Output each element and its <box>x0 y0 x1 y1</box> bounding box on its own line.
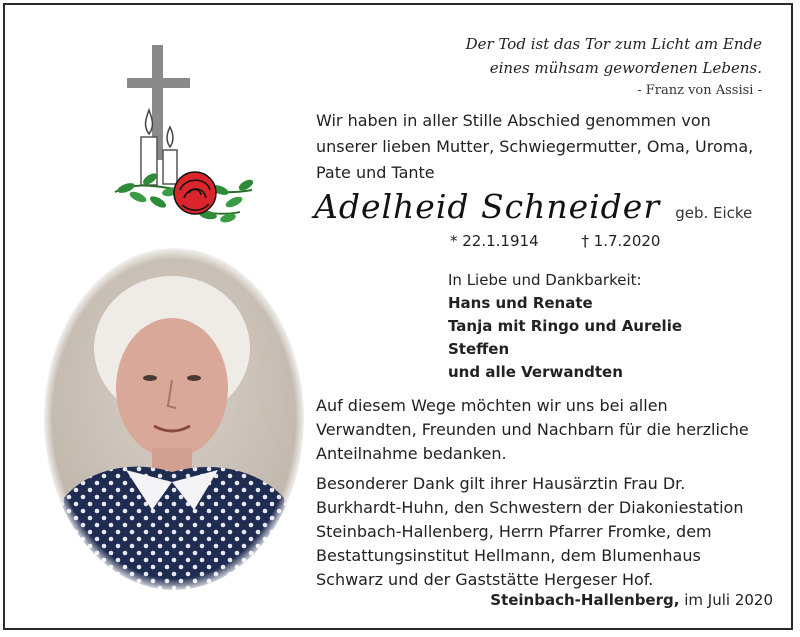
survivor-name: Hans und Renate <box>448 294 593 312</box>
survivors-block <box>448 269 682 384</box>
survivors-heading: In Liebe und Dankbarkeit: <box>448 271 642 289</box>
birth-date: * 22.1.1914 <box>450 232 539 250</box>
signature-line <box>490 591 773 609</box>
survivor-name: Tanja mit Ringo und Aurelie <box>448 317 683 335</box>
death-date: † 1.7.2020 <box>581 232 661 250</box>
signature-date: im Juli 2020 <box>684 591 773 609</box>
quote-author: - Franz von Assisi - <box>637 83 762 98</box>
quote-line-2: eines mühsam gewordenen Lebens. <box>489 59 762 77</box>
survivor-name: Steffen <box>448 340 510 358</box>
thanks-block <box>316 394 771 598</box>
survivor-name: und alle Verwandten <box>448 363 623 381</box>
birth-name: geb. Eicke <box>675 204 753 222</box>
signature-place: Steinbach-Hallenberg, <box>490 591 680 609</box>
quote-line-1: Der Tod ist das Tor zum Licht am Ende <box>465 35 762 53</box>
deceased-name: Adelheid Schneider <box>314 187 661 226</box>
portrait-photo <box>44 248 304 590</box>
life-dates <box>450 232 660 250</box>
cross-candles-rose-icon <box>110 40 260 230</box>
thanks-paragraph-2: Besonderer Dank gilt ihrer Hausärztin Frau Dr. Burkhardt-Huhn, den Schwestern der Diakoniestation Steinbach-Hallenberg, Herrn Pfarrer Fromke, dem Bestattungsinstitut Hellmann, dem Blumenhaus Schwarz und der Gaststätte Hergeser Hof. <box>316 474 744 589</box>
intro-text: Wir haben in aller Stille Abschied genommen von unserer lieben Mutter, Schwiegermutter, Oma, Uroma, Pate und Tante <box>316 111 754 182</box>
deceased-name-row <box>314 187 752 226</box>
quote-block <box>466 32 762 101</box>
thanks-paragraph-1: Auf diesem Wege möchten wir uns bei allen Verwandten, Freunden und Nachbarn für die herzliche Anteilnahme bedanken. <box>316 396 749 463</box>
